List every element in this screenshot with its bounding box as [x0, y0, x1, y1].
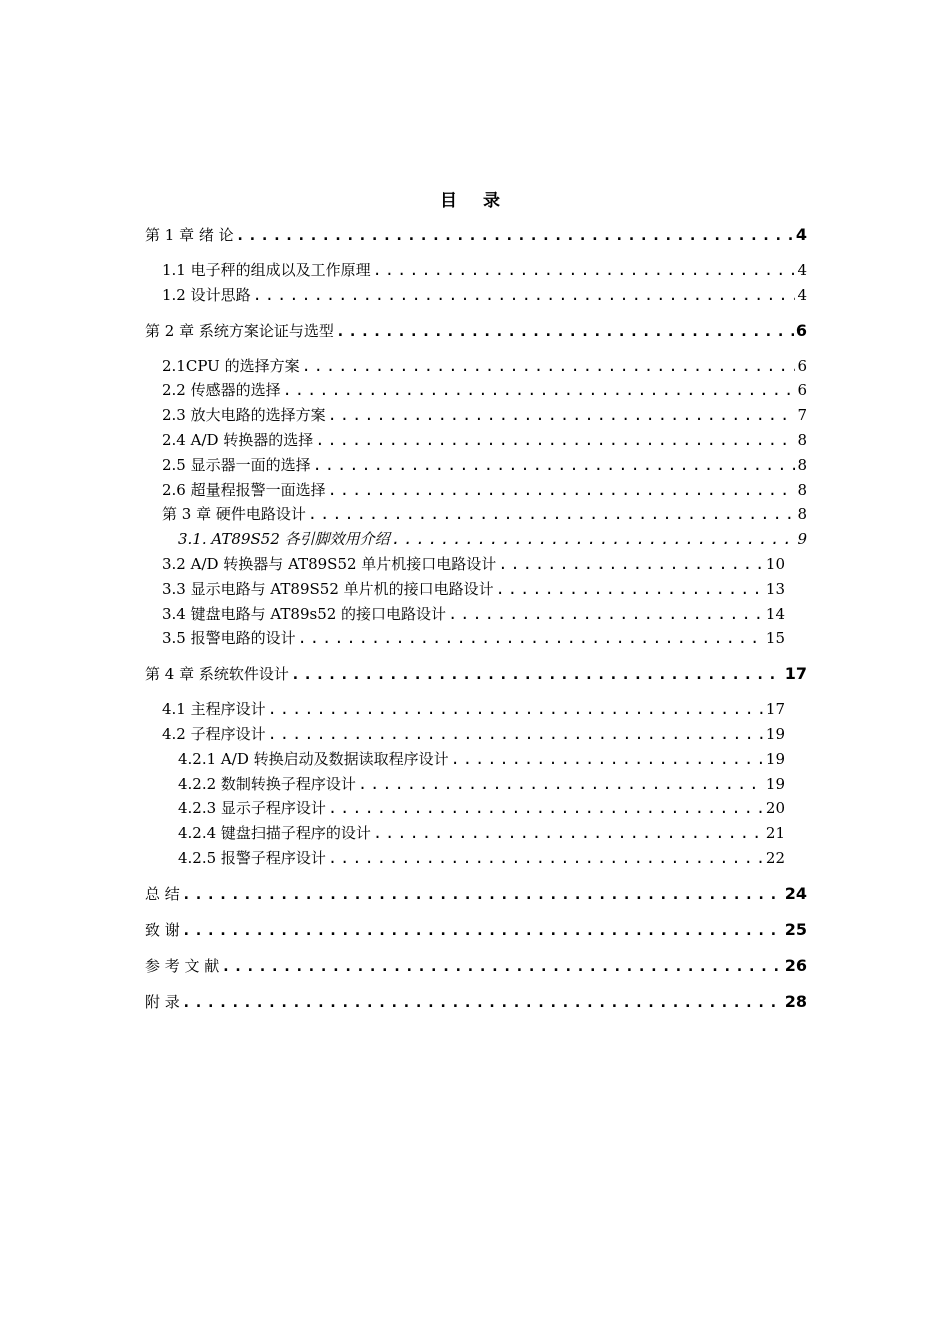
toc-label: 2.6 超量程报警一面选择 — [162, 480, 326, 499]
toc-label: 参 考 文 献 — [145, 956, 220, 975]
toc-leader — [336, 318, 794, 344]
toc-entry-3-4[interactable] — [145, 602, 785, 627]
toc-page-number: 6 — [795, 320, 807, 340]
toc-leader — [358, 772, 764, 797]
toc-leader — [253, 283, 796, 308]
toc-entry-4-1[interactable] — [145, 697, 785, 722]
toc-page-number: 21 — [765, 824, 785, 843]
toc-page-number: 17 — [784, 664, 807, 684]
toc-label: 2.1CPU 的选择方案 — [162, 356, 300, 375]
toc-label: 2.2 传感器的选择 — [162, 381, 281, 400]
toc-page-number: 14 — [765, 604, 785, 623]
toc-entry-3-3[interactable] — [145, 577, 785, 602]
toc-leader — [302, 354, 796, 379]
toc-entry-4-2-5[interactable] — [145, 846, 785, 871]
toc-label: 2.4 A/D 转换器的选择 — [162, 430, 314, 449]
toc-label: 附 录 — [145, 992, 180, 1011]
toc-leader — [448, 602, 764, 627]
toc-page-number: 8 — [797, 505, 807, 524]
toc-page-number: 25 — [784, 919, 807, 939]
toc-page-number: 20 — [765, 799, 785, 818]
toc-leader — [291, 661, 783, 687]
toc-page-number: 6 — [797, 381, 807, 400]
toc-page-number: 6 — [797, 356, 807, 375]
toc-page-number: 26 — [784, 955, 807, 975]
toc-entry-2-1[interactable] — [145, 354, 807, 379]
toc-leader — [268, 722, 764, 747]
toc-leader — [308, 502, 796, 527]
toc-label: 1.2 设计思路 — [162, 285, 251, 304]
toc-label: 4.2.2 数制转换子程序设计 — [178, 774, 356, 793]
toc-page-number: 8 — [797, 430, 807, 449]
toc-entry-4-2-1[interactable] — [145, 747, 785, 772]
toc-entry-appendix[interactable] — [145, 989, 807, 1015]
toc-entry-2-5[interactable] — [145, 453, 807, 478]
toc-leader — [283, 378, 796, 403]
toc-label: 第 1 章 绪 论 — [145, 226, 234, 244]
toc-label: 3.5 报警电路的设计 — [162, 629, 296, 648]
toc-label: 2.5 显示器一面的选择 — [162, 455, 311, 474]
toc-entry-2-3[interactable] — [145, 403, 807, 428]
toc-page-number: 8 — [797, 455, 807, 474]
table-of-contents — [145, 222, 807, 1015]
toc-page-number: 24 — [784, 883, 807, 903]
toc-leader — [182, 917, 783, 943]
toc-page-number: 13 — [765, 579, 785, 598]
toc-entry-2-6[interactable] — [145, 478, 807, 503]
toc-leader — [315, 428, 795, 453]
toc-entry-4-2-3[interactable] — [145, 796, 785, 821]
toc-leader — [451, 747, 764, 772]
toc-leader — [313, 453, 796, 478]
toc-label: 4.2.1 A/D 转换启动及数据读取程序设计 — [178, 749, 449, 768]
toc-entry-3-5[interactable] — [145, 626, 785, 651]
toc-leader — [373, 821, 764, 846]
toc-label: 第 2 章 系统方案论证与选型 — [145, 321, 334, 340]
toc-leader — [328, 846, 764, 871]
toc-label: 4.1 主程序设计 — [162, 700, 266, 719]
toc-entry-4-2-2[interactable] — [145, 772, 785, 797]
toc-entry-1-1[interactable] — [145, 258, 807, 283]
toc-label: 总 结 — [145, 884, 180, 903]
toc-page-number: 17 — [765, 700, 785, 719]
toc-page-number: 8 — [797, 480, 807, 499]
toc-leader — [373, 258, 796, 283]
toc-entry-3-1[interactable] — [145, 527, 807, 552]
toc-page-number: 10 — [765, 554, 785, 573]
page-title: 目 录 — [440, 191, 510, 211]
toc-entry-references[interactable] — [145, 953, 807, 979]
toc-label: 第 3 章 硬件电路设计 — [162, 505, 306, 524]
toc-leader — [268, 697, 764, 722]
toc-entry-acknowledgements[interactable] — [145, 917, 807, 943]
toc-label: 4.2.4 键盘扫描子程序的设计 — [178, 824, 371, 843]
toc-page-number: 19 — [765, 749, 785, 768]
toc-leader — [221, 953, 782, 979]
toc-entry-chapter-3[interactable] — [145, 502, 807, 527]
toc-page-number: 4 — [797, 285, 807, 304]
toc-label: 3.3 显示电路与 AT89S52 单片机的接口电路设计 — [162, 579, 494, 598]
toc-label: 1.1 电子秤的组成以及工作原理 — [162, 261, 371, 279]
toc-label: 致 谢 — [145, 920, 180, 939]
toc-label: 3.4 键盘电路与 AT89s52 的接口电路设计 — [162, 604, 447, 623]
toc-entry-4-2[interactable] — [145, 722, 785, 747]
toc-entry-3-2[interactable] — [145, 552, 785, 577]
toc-leader — [496, 577, 764, 602]
toc-entry-4-2-4[interactable] — [145, 821, 785, 846]
toc-page-number: 9 — [797, 530, 807, 549]
toc-label: 4.2.5 报警子程序设计 — [178, 848, 326, 867]
toc-label: 2.3 放大电路的选择方案 — [162, 406, 326, 425]
toc-page-number: 4 — [795, 225, 807, 244]
toc-leader — [298, 626, 764, 651]
toc-leader — [498, 552, 764, 577]
toc-leader — [182, 881, 783, 907]
toc-label: 3.1. AT89S52 各引脚效用介绍 — [178, 530, 390, 549]
toc-entry-chapter-2[interactable] — [145, 318, 807, 344]
toc-leader — [392, 527, 796, 552]
toc-label: 第 4 章 系统软件设计 — [145, 665, 289, 684]
toc-entry-2-2[interactable] — [145, 378, 807, 403]
toc-page-number: 19 — [765, 724, 785, 743]
toc-label: 4.2.3 显示子程序设计 — [178, 799, 326, 818]
toc-leader — [328, 403, 796, 428]
toc-page-number: 15 — [765, 629, 785, 648]
toc-page-number: 4 — [797, 261, 807, 279]
toc-page-number: 28 — [784, 991, 807, 1011]
toc-entry-2-4[interactable] — [145, 428, 807, 453]
toc-page-number: 7 — [797, 406, 807, 425]
toc-leader — [328, 796, 764, 821]
toc-entry-1-2[interactable] — [145, 283, 807, 308]
toc-page-number: 22 — [765, 848, 785, 867]
toc-label: 3.2 A/D 转换器与 AT89S52 单片机接口电路设计 — [162, 554, 497, 573]
toc-leader — [328, 478, 796, 503]
toc-leader — [236, 222, 794, 248]
toc-entry-summary[interactable] — [145, 881, 807, 907]
toc-entry-chapter-4[interactable] — [145, 661, 807, 687]
toc-leader — [182, 989, 783, 1015]
toc-label: 4.2 子程序设计 — [162, 724, 266, 743]
toc-entry-chapter-1[interactable] — [145, 222, 807, 248]
toc-page-number: 19 — [765, 774, 785, 793]
